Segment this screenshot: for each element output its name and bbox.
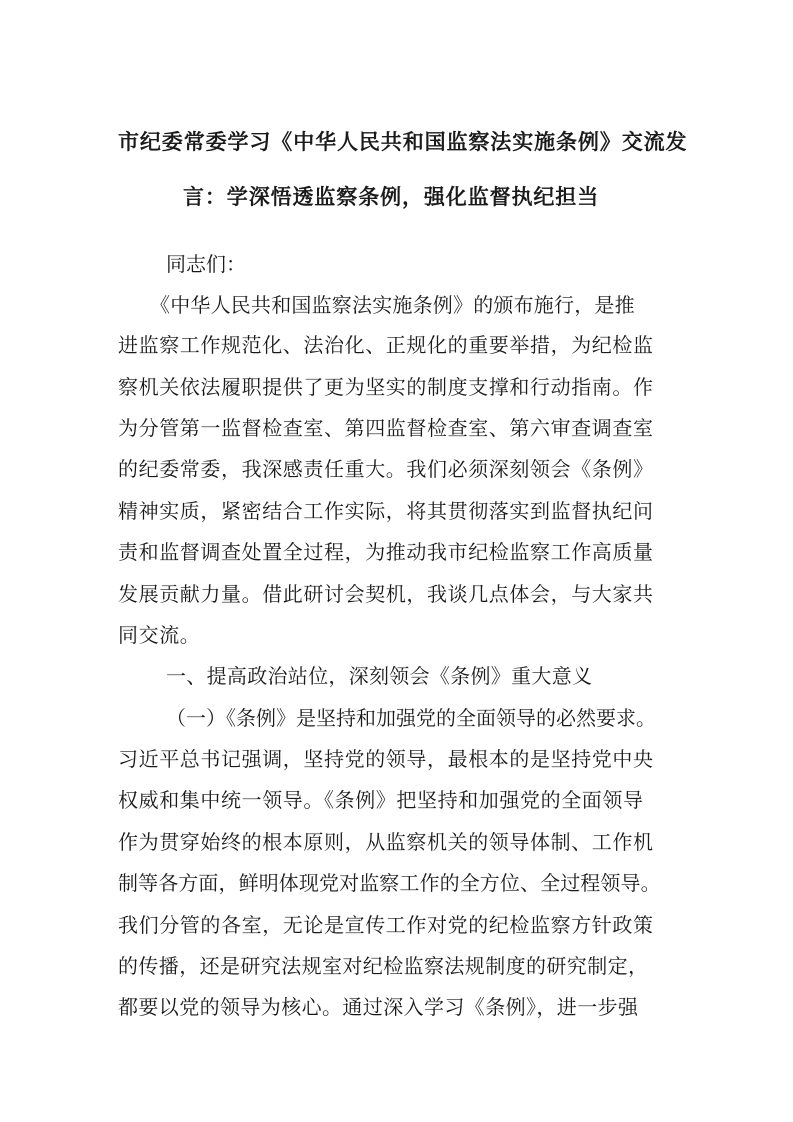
paragraph-line: 都要以党的领导为核心。通过深入学习《条例》，进一步强 <box>118 995 639 1019</box>
paragraph-line: 的传播，还是研究法规室对纪检监察法规制度的研究制定， <box>118 954 649 978</box>
salutation: 同志们： <box>166 252 246 276</box>
paragraph-line: 《中华人民共和国监察法实施条例》的颁布施行，是推 <box>150 293 635 317</box>
section-heading: 一、提高政治站位，深刻领会《条例》重大意义 <box>166 664 593 688</box>
paragraph-line: 的纪委常委，我深感责任重大。我们必须深刻领会《条例》 <box>118 457 654 481</box>
paragraph-line: 制等各方面，鲜明体现党对监察工作的全方位、全过程领导。 <box>118 871 661 895</box>
subsection-heading: （一）《条例》是坚持和加强党的全面领导的必然要求。 <box>166 706 656 730</box>
paragraph-line: 精神实质，紧密结合工作实际，将其贯彻落实到监督执纪问 <box>118 499 654 523</box>
paragraph-line: 为分管第一监督检查室、第四监督检查室、第六审查调查室 <box>118 416 654 440</box>
paragraph-line: 我们分管的各室，无论是宣传工作对党的纪检监察方针政策 <box>118 913 654 937</box>
document-title-line-1: 市纪委常委学习《中华人民共和国监察法实施条例》交流发 <box>118 129 688 154</box>
paragraph-line: 作为贯穿始终的根本原则，从监察机关的领导体制、工作机 <box>118 830 654 854</box>
paragraph-line: 进监察工作规范化、法治化、正规化的重要举措，为纪检监 <box>118 333 654 357</box>
document-title-line-2: 言：学深悟透监察条例，强化监督执纪担当 <box>183 184 600 209</box>
paragraph-line: 权威和集中统一领导。《条例》把坚持和加强党的全面领导 <box>118 788 644 812</box>
paragraph-line: 发展贡献力量。借此研讨会契机，我谈几点体会，与大家共 <box>118 582 654 606</box>
paragraph-line: 习近平总书记强调，坚持党的领导，最根本的是坚持党中央 <box>118 747 654 771</box>
paragraph-line: 同交流。 <box>118 623 201 647</box>
paragraph-line: 责和监督调查处置全过程，为推动我市纪检监察工作高质量 <box>118 540 654 564</box>
paragraph-line: 察机关依法履职提供了更为坚实的制度支撑和行动指南。作 <box>118 375 654 399</box>
